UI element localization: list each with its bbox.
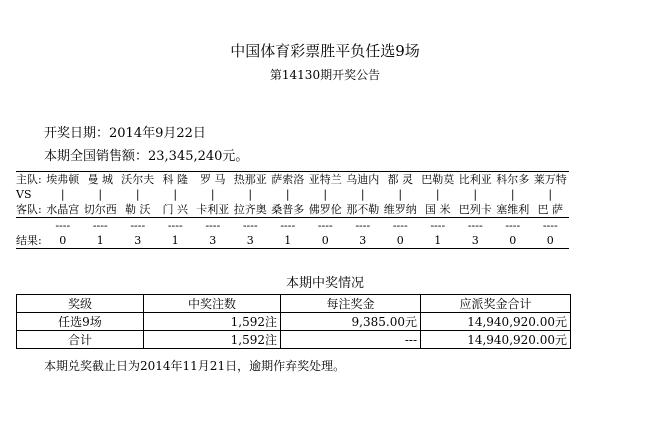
prize-per-ticket: --- (281, 331, 421, 349)
home-row (16, 172, 569, 188)
dash-separator: ---- (542, 219, 558, 232)
page-title: 中国体育彩票胜平负任选9场 (230, 42, 420, 60)
prize-per-ticket: 9,385.00元 (281, 313, 421, 331)
home-team: 罗 马 (194, 172, 232, 188)
away-team: 那不勒 (344, 202, 382, 218)
away-team: 巴 萨 (532, 202, 570, 218)
dash-separator: ---- (130, 219, 146, 232)
prize-header: 中奖注数 (144, 295, 281, 313)
dash-separator: ---- (317, 219, 333, 232)
prize-header: 应派奖金合计 (421, 295, 571, 313)
result-row (16, 233, 569, 249)
dash-separator: ---- (392, 219, 408, 232)
prize-table (16, 294, 571, 349)
vs-separator: | (248, 188, 253, 201)
match-result: 0 (494, 233, 532, 249)
dash-separator: ---- (167, 219, 183, 232)
home-team: 亚特兰 (307, 172, 345, 188)
vs-separator: | (510, 188, 515, 201)
prize-level: 任选9场 (17, 313, 144, 331)
away-team: 巴列卡 (457, 202, 495, 218)
dash-separator: ---- (92, 219, 108, 232)
sales-amount: 本期全国销售额：23,345,240元。 (44, 149, 249, 164)
match-result: 0 (44, 233, 82, 249)
home-team: 埃弗顿 (44, 172, 82, 188)
away-team: 水晶宫 (44, 202, 82, 218)
dash-separator: ---- (355, 219, 371, 232)
away-team: 勒 沃 (119, 202, 157, 218)
winner-count: 1,592注 (144, 331, 281, 349)
home-team: 科 隆 (157, 172, 195, 188)
vs-row (16, 187, 569, 202)
vs-separator: | (435, 188, 440, 201)
dash-separator: ---- (280, 219, 296, 232)
vs-separator: | (473, 188, 478, 201)
draw-date: 开奖日期：2014年9月22日 (44, 126, 206, 141)
away-team: 门 兴 (157, 202, 195, 218)
redemption-notice: 本期兑奖截止日为2014年11月21日，逾期作弃奖处理。 (44, 359, 346, 373)
prize-header: 每注奖金 (281, 295, 421, 313)
dash-separator: ---- (505, 219, 521, 232)
away-team: 维罗纳 (382, 202, 420, 218)
home-team: 曼 城 (82, 172, 120, 188)
prize-row (17, 331, 571, 349)
vs-separator: | (398, 188, 403, 201)
match-result: 3 (119, 233, 157, 249)
vs-separator: | (60, 188, 65, 201)
home-team: 沃尔夫 (119, 172, 157, 188)
match-result: 3 (344, 233, 382, 249)
away-team: 国 米 (419, 202, 457, 218)
home-team: 比利亚 (457, 172, 495, 188)
match-result: 0 (382, 233, 420, 249)
home-team: 热那亚 (232, 172, 270, 188)
match-result: 3 (457, 233, 495, 249)
home-team: 巴勒莫 (419, 172, 457, 188)
dash-row (16, 218, 569, 234)
match-result: 1 (157, 233, 195, 249)
prize-header: 奖级 (17, 295, 144, 313)
winner-count: 1,592注 (144, 313, 281, 331)
match-result: 0 (307, 233, 345, 249)
vs-separator: | (285, 188, 290, 201)
dash-separator: ---- (242, 219, 258, 232)
home-team: 萨索洛 (269, 172, 307, 188)
away-row (16, 202, 569, 218)
match-table (16, 171, 569, 249)
result-label: 结果: (16, 233, 44, 249)
match-result: 1 (419, 233, 457, 249)
prize-row (17, 313, 571, 331)
prize-section-title: 本期中奖情况 (285, 276, 364, 291)
prize-header-row (17, 295, 571, 313)
dash-separator: ---- (205, 219, 221, 232)
home-team: 莱万特 (532, 172, 570, 188)
dash-separator: ---- (430, 219, 446, 232)
dash-separator: ---- (467, 219, 483, 232)
away-team: 拉齐奥 (232, 202, 270, 218)
vs-separator: | (98, 188, 103, 201)
prize-total: 14,940,920.00元 (421, 313, 571, 331)
vs-separator: | (323, 188, 328, 201)
home-label: 主队: (16, 172, 44, 188)
away-team: 切尔西 (82, 202, 120, 218)
match-result: 1 (269, 233, 307, 249)
vs-separator: | (360, 188, 365, 201)
dash-separator: ---- (55, 219, 71, 232)
vs-label: VS (16, 188, 32, 201)
home-team: 乌迪内 (344, 172, 382, 188)
page-subtitle: 第14130期开奖公告 (269, 68, 381, 82)
home-team: 科尔多 (494, 172, 532, 188)
vs-separator: | (210, 188, 215, 201)
away-team: 塞维利 (494, 202, 532, 218)
prize-level: 合计 (17, 331, 144, 349)
away-team: 佛罗伦 (307, 202, 345, 218)
away-team: 卡利亚 (194, 202, 232, 218)
match-result: 3 (194, 233, 232, 249)
match-result: 1 (82, 233, 120, 249)
prize-total: 14,940,920.00元 (421, 331, 571, 349)
vs-separator: | (548, 188, 553, 201)
match-result: 0 (532, 233, 570, 249)
away-team: 桑普多 (269, 202, 307, 218)
vs-separator: | (173, 188, 178, 201)
vs-separator: | (135, 188, 140, 201)
match-result: 3 (232, 233, 270, 249)
home-team: 都 灵 (382, 172, 420, 188)
away-label: 客队: (16, 202, 44, 218)
